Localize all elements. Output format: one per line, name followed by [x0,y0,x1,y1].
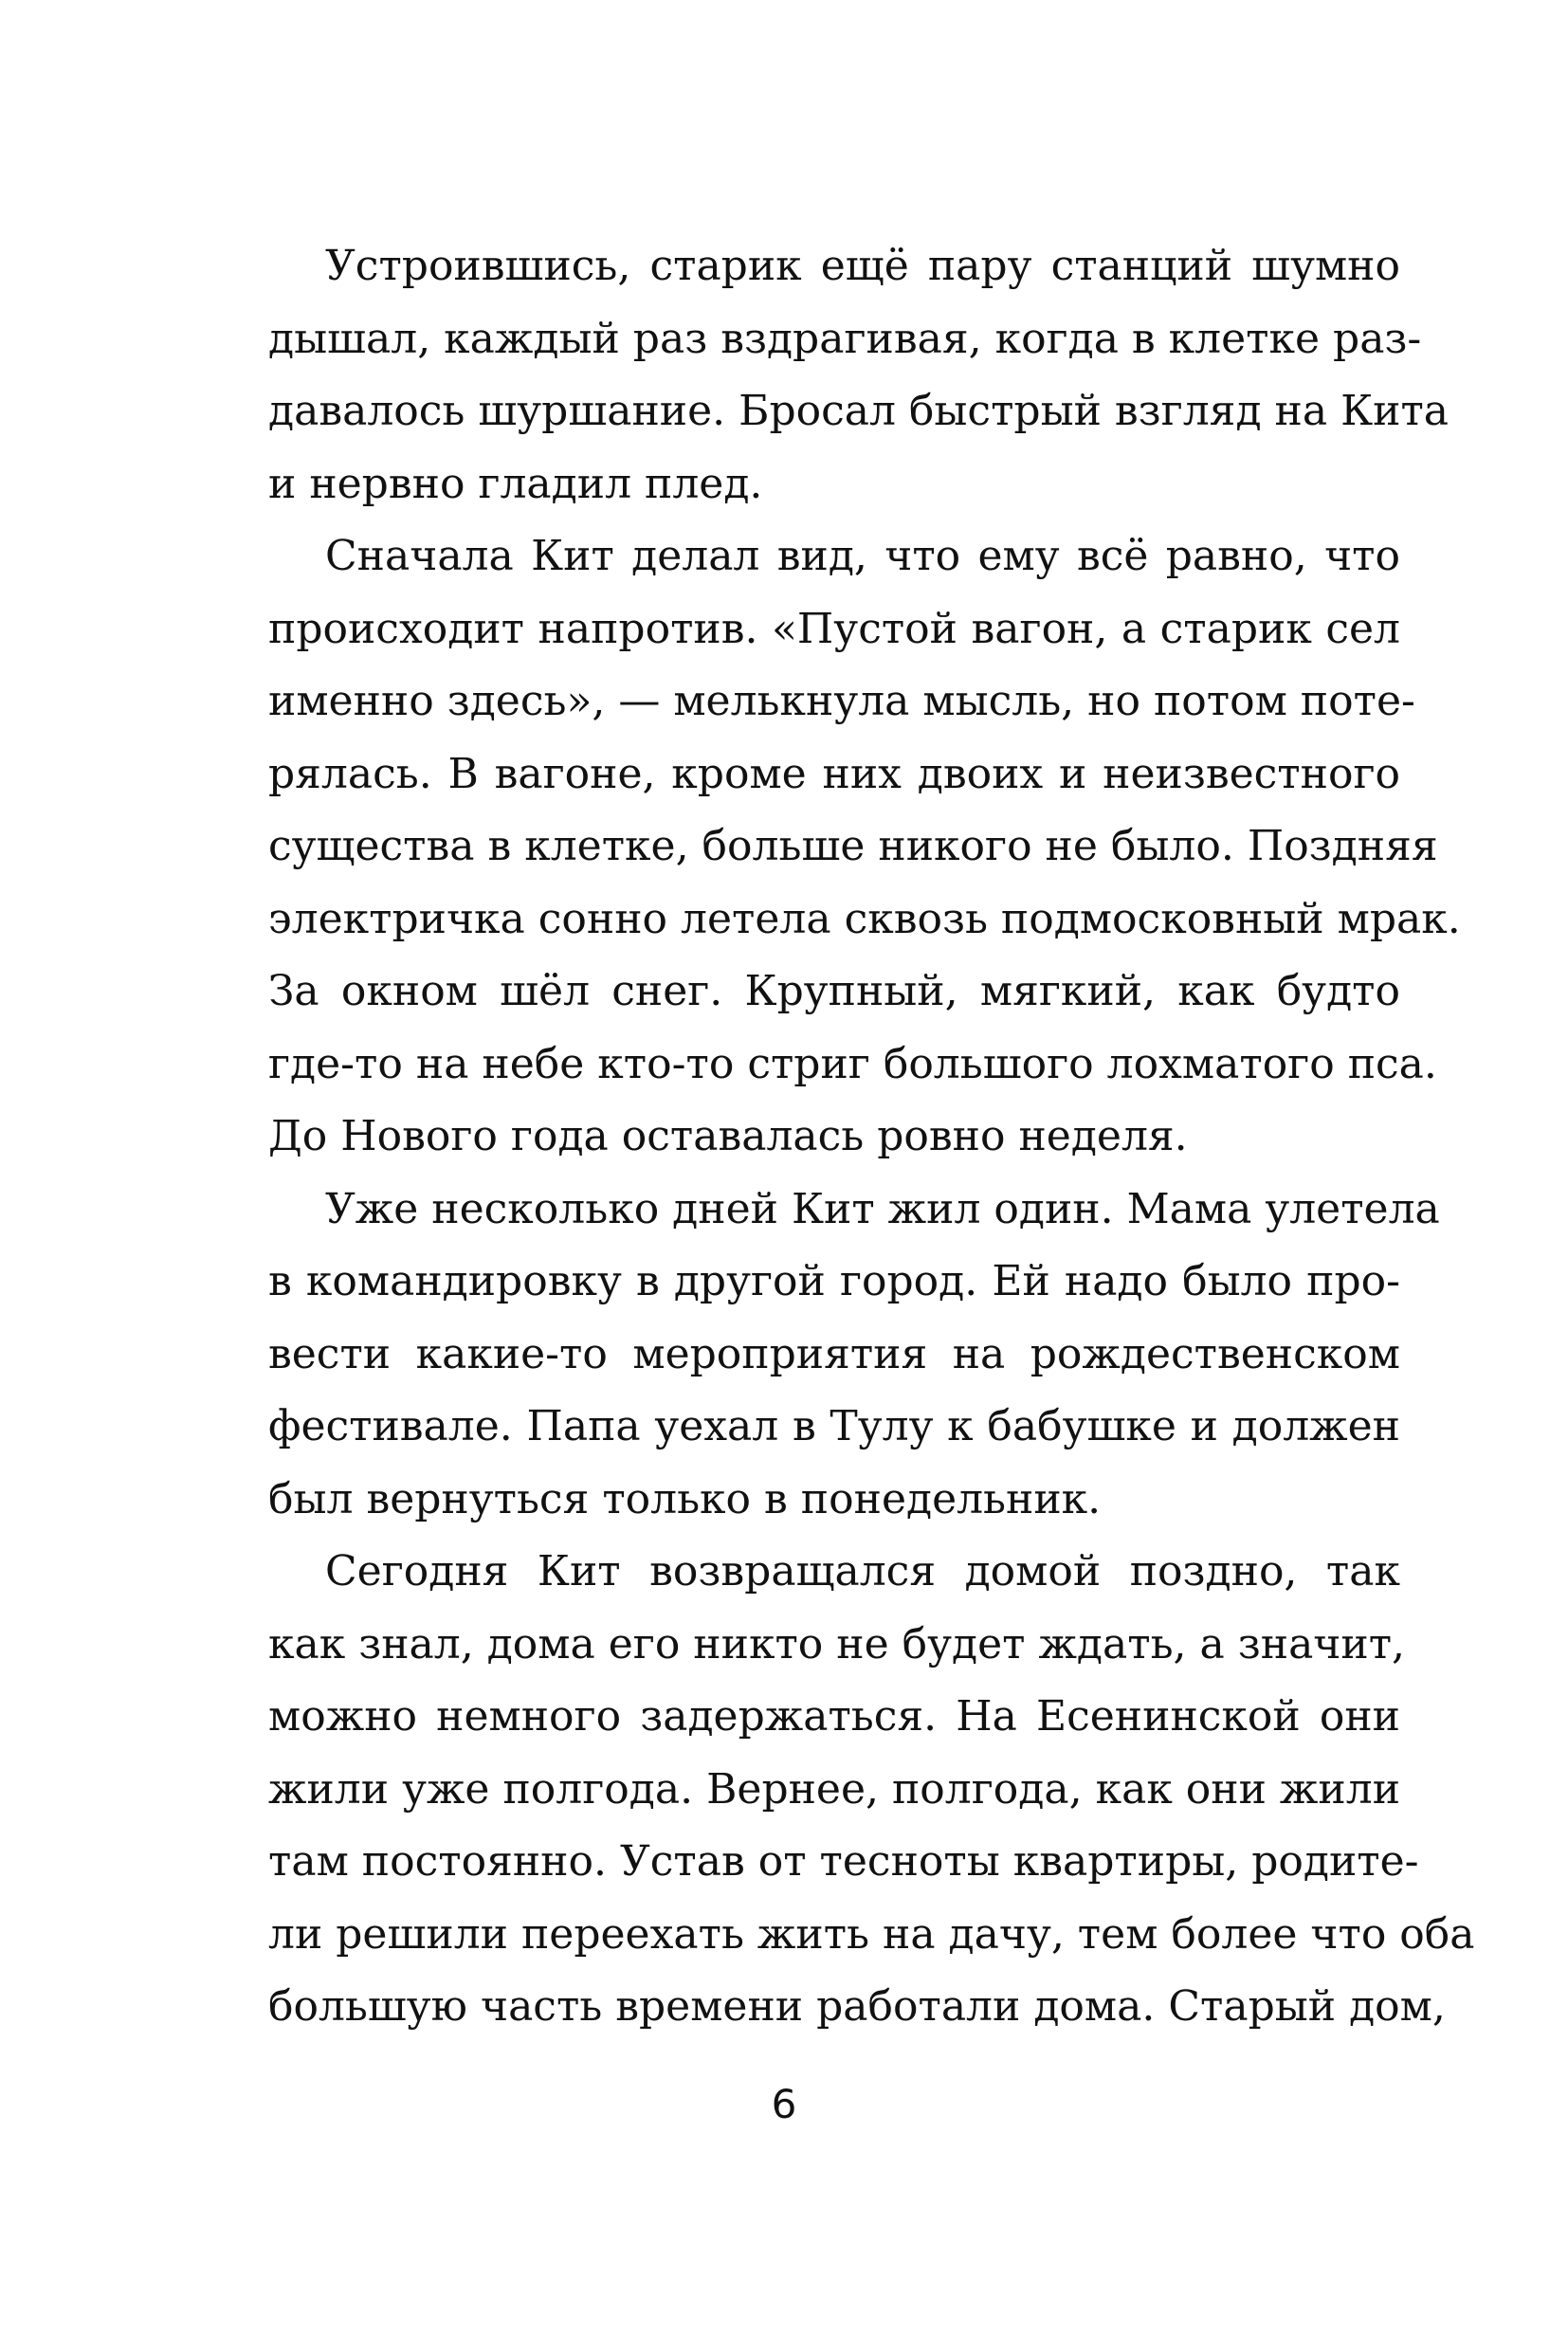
text-line: ли решили переехать жить на дачу, тем более что оба [268,1909,1475,1959]
text-line: рялась. В вагоне, кроме них двоих и неизвестного [268,749,1400,798]
text-line: За окном шёл снег. Крупный, мягкий, как будто [268,967,1400,1015]
text-line: там постоянно. Устав от тесноты квартиры, родите- [268,1837,1419,1886]
text-line: и нервно гладил плед. [268,459,763,508]
page-number: 6 [771,2081,797,2127]
text-line: как знал, дома его никто не будет ждать, а значит, [268,1619,1406,1668]
text-line: Сначала Кит делал вид, что ему всё равно, что [325,532,1400,580]
text-line: Сегодня Кит возвращался домой поздно, так [325,1547,1400,1595]
text-line: Устроившись, старик ещё пару станций шумно [325,242,1400,290]
text-line: большую часть времени работали дома. Старый дом, [268,1982,1446,2031]
text-line: Уже несколько дней Кит жил один. Мама улетела [325,1184,1440,1233]
text-line: где-то на небе кто-то стриг большого лохматого пса. [268,1039,1437,1088]
paragraph-1 [268,230,1449,520]
text-line: фестивале. Папа уехал в Тулу к бабушке и должен [268,1402,1400,1450]
paragraph-4 [268,1536,1475,2044]
text-line: в командировку в другой город. Ей надо было про- [268,1257,1400,1305]
paragraph-3 [268,1174,1440,1537]
paragraph-2 [268,520,1461,1174]
page-body [268,230,1475,2044]
text-line: происходит напротив. «Пустой вагон, а старик сел [268,604,1400,653]
text-line: электричка сонно летела сквозь подмосковный мрак. [268,894,1461,943]
text-line: существа в клетке, больше никого не было. Поздняя [268,822,1438,870]
text-line: можно немного задержаться. На Есенинской они [268,1692,1400,1741]
text-line: именно здесь», — мелькнула мысль, но потом поте- [268,677,1415,725]
text-line: жили уже полгода. Вернее, полгода, как они жили [268,1764,1401,1814]
text-line: дышал, каждый раз вздрагивая, когда в клетке раз- [268,314,1422,363]
text-line: был вернуться только в понедельник. [268,1474,1102,1523]
text-line: До Нового года оставалась ровно неделя. [268,1112,1188,1160]
text-line: давалось шуршание. Бросал быстрый взгляд на Кита [268,387,1449,435]
text-line: вести какие-то мероприятия на рождественском [268,1329,1400,1378]
